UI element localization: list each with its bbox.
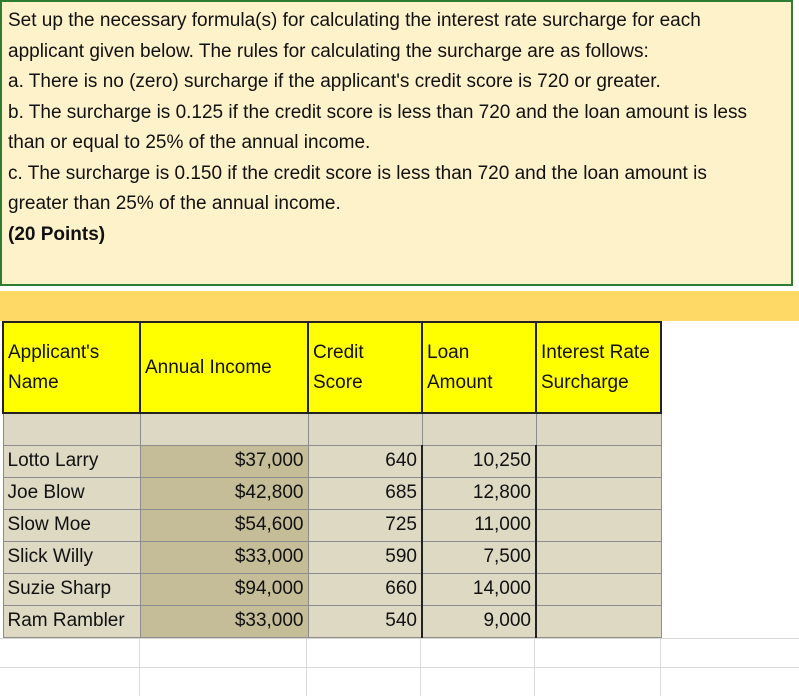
instruction-line-1: Set up the necessary formula(s) for calculating the interest rate surcharge for each <box>8 10 701 31</box>
header-score-line1: Credit <box>313 341 364 363</box>
header-name-line1: Applicant's <box>8 341 100 363</box>
table-row <box>3 445 661 477</box>
points-label: (20 Points) <box>8 223 106 245</box>
table-row <box>3 477 661 509</box>
surcharge-cell[interactable] <box>536 541 661 573</box>
credit-score-cell[interactable]: 685 <box>308 477 422 509</box>
header-income-cell[interactable] <box>140 322 308 413</box>
blank-cell[interactable] <box>140 413 308 445</box>
instruction-line-4: b. The surcharge is 0.125 if the credit score is less than 720 and the loan amount is less <box>8 101 747 123</box>
annual-income-cell[interactable]: $54,600 <box>140 509 308 541</box>
applicant-table <box>2 321 662 638</box>
credit-score-cell[interactable]: 660 <box>308 573 422 605</box>
gridline <box>420 638 421 696</box>
highlight-row[interactable] <box>0 291 799 321</box>
annual-income-cell[interactable]: $94,000 <box>140 573 308 605</box>
loan-amount-cell[interactable]: 11,000 <box>422 509 536 541</box>
header-score-line2: Score <box>313 371 363 393</box>
surcharge-cell[interactable] <box>536 477 661 509</box>
header-loan-cell[interactable] <box>422 322 536 413</box>
gridline <box>306 638 307 696</box>
applicant-name-cell[interactable]: Slow Moe <box>3 509 140 541</box>
loan-amount-cell[interactable]: 12,800 <box>422 477 536 509</box>
applicant-name-cell[interactable]: Joe Blow <box>3 477 140 509</box>
gridline <box>0 667 799 668</box>
header-name-cell[interactable] <box>3 322 140 413</box>
applicant-name-cell[interactable]: Ram Rambler <box>3 605 140 637</box>
loan-amount-cell[interactable]: 14,000 <box>422 573 536 605</box>
loan-amount-cell[interactable]: 7,500 <box>422 541 536 573</box>
applicant-name-cell[interactable]: Lotto Larry <box>3 445 140 477</box>
loan-amount-cell[interactable]: 10,250 <box>422 445 536 477</box>
gridline <box>534 638 535 696</box>
surcharge-cell[interactable] <box>536 509 661 541</box>
credit-score-cell[interactable]: 540 <box>308 605 422 637</box>
header-loan-line2: Amount <box>427 371 493 393</box>
blank-cell[interactable] <box>3 413 140 445</box>
surcharge-cell[interactable] <box>536 605 661 637</box>
table-row <box>3 541 661 573</box>
table-row <box>3 509 661 541</box>
blank-cell[interactable] <box>422 413 536 445</box>
instruction-line-5: than or equal to 25% of the annual income. <box>8 132 371 153</box>
instruction-line-6: c. The surcharge is 0.150 if the credit score is less than 720 and the loan amount is <box>8 162 707 184</box>
surcharge-cell[interactable] <box>536 445 661 477</box>
annual-income-cell[interactable]: $42,800 <box>140 477 308 509</box>
instruction-line-7: greater than 25% of the annual income. <box>8 193 341 214</box>
header-income-label: Annual Income <box>145 356 272 378</box>
instruction-line-2: applicant given below. The rules for calculating the surcharge are as follows: <box>8 40 649 62</box>
table-row <box>3 605 661 637</box>
blank-row <box>3 413 661 445</box>
header-surcharge-line1: Interest Rate <box>541 341 650 363</box>
annual-income-cell[interactable]: $37,000 <box>140 445 308 477</box>
instructions-box[interactable] <box>0 0 793 286</box>
annual-income-cell[interactable]: $33,000 <box>140 541 308 573</box>
surcharge-cell[interactable] <box>536 573 661 605</box>
instruction-line-3: a. There is no (zero) surcharge if the applicant's credit score is 720 or greater. <box>8 71 661 92</box>
loan-amount-cell[interactable]: 9,000 <box>422 605 536 637</box>
applicant-name-cell[interactable]: Slick Willy <box>3 541 140 573</box>
table-header-row <box>3 322 661 413</box>
credit-score-cell[interactable]: 640 <box>308 445 422 477</box>
header-surcharge-cell[interactable] <box>536 322 661 413</box>
header-score-cell[interactable] <box>308 322 422 413</box>
blank-cell[interactable] <box>308 413 422 445</box>
header-loan-line1: Loan <box>427 341 470 363</box>
applicant-name-cell[interactable]: Suzie Sharp <box>3 573 140 605</box>
header-name-line2: Name <box>8 371 59 393</box>
blank-cell[interactable] <box>536 413 661 445</box>
credit-score-cell[interactable]: 590 <box>308 541 422 573</box>
gridline <box>0 638 799 639</box>
table-row <box>3 573 661 605</box>
annual-income-cell[interactable]: $33,000 <box>140 605 308 637</box>
gridline <box>139 638 140 696</box>
header-surcharge-line2: Surcharge <box>541 371 629 393</box>
credit-score-cell[interactable]: 725 <box>308 509 422 541</box>
